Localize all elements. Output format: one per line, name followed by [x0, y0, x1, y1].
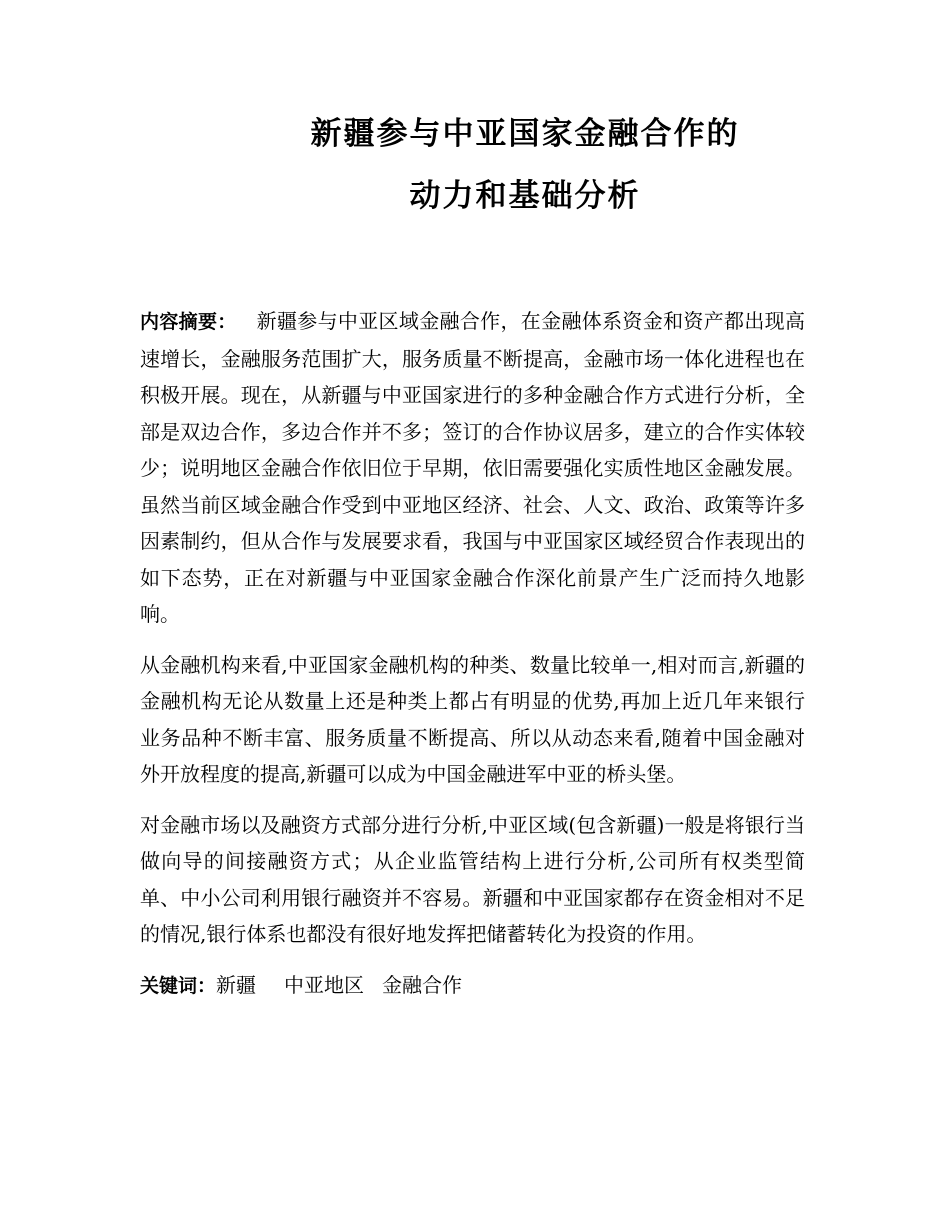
keywords-label: 关键词： — [140, 974, 217, 997]
title-line-2: 动力和基础分析 — [409, 178, 641, 214]
keywords-line — [140, 967, 805, 1005]
document-body — [140, 303, 805, 1018]
abstract-text: 新疆参与中亚区域金融合作，在金融体系资金和资产都出现高速增长，金融服务范围扩大，服务质量不断提高，金融市场一体化进程也在积极开展。现在，从新疆与中亚国家进行的多种金融合作方式进行分析，全部是双边合作，多边合作并不多；签订的合作协议居多，建立的合作实体较少；说明地区金融合作依旧位于早期，依旧需要强化实质性地区金融发展。虽然当前区域金融合作受到中亚地区经济、社会、人文、政治、政策等许多因素制约，但从合作与发展要求看，我国与中亚国家区域经贸合作表现出的如下态势，正在对新疆与中亚国家金融合作深化前景产生广泛而持久地影响。 — [140, 309, 805, 626]
abstract-label: 内容摘要： — [140, 311, 237, 333]
keyword-item: 新疆 — [216, 972, 257, 997]
keyword-item: 金融合作 — [382, 972, 463, 997]
body-paragraph-2: 对金融市场以及融资方式部分进行分析,中亚区域(包含新疆)一般是将银行当做向导的间接融资方式；从企业监管结构上进行分析,公司所有权类型简单、中小公司利用银行融资并不容易。新疆和中亚国家都存在资金相对不足的情况,银行体系也都没有很好地发挥把储蓄转化为投资的作用。 — [140, 812, 805, 946]
body-paragraph-1: 从金融机构来看,中亚国家金融机构的种类、数量比较单一,相对而言,新疆的金融机构无论从数量上还是种类上都占有明显的优势,再加上近几年来银行业务品种不断丰富、服务质量不断提高、所以从动态来看,随着中国金融对外开放程度的提高,新疆可以成为中国金融进军中亚的桥头堡。 — [140, 652, 805, 786]
keyword-item: 中亚地区 — [284, 972, 365, 997]
abstract-paragraph — [140, 303, 805, 633]
title-line-1: 新疆参与中亚国家金融合作的 — [310, 116, 740, 152]
